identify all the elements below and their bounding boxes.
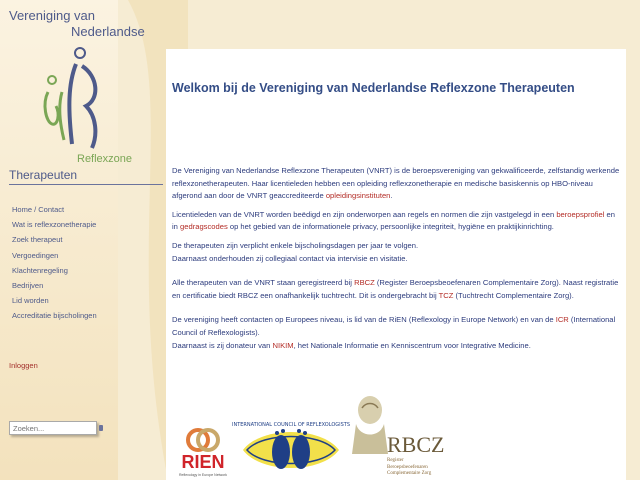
paragraph-licentieleden-text-a: Licentieleden van de VNRT worden beëdigd en zijn onderworpen aan regels en normen die zijn vastgelegd in een (172, 209, 557, 219)
main-content (166, 49, 626, 480)
link-opleidingsinstituten[interactable]: opleidingsinstituten (325, 191, 391, 201)
paragraph-rbcz (172, 277, 622, 302)
rbcz-bust-icon (350, 394, 390, 456)
paragraph-europa-text-b: (International Council of Reflexologists). (172, 315, 616, 337)
icr-feet-logo[interactable] (231, 416, 351, 480)
paragraph-rbcz-text-a: Alle therapeuten van de VNRT staan geregistreerd bij (172, 278, 355, 288)
nav-item-bedrijven[interactable]: Bedrijven (12, 280, 44, 290)
rbcz-sub-line3: Complementaire Zorg (387, 471, 432, 476)
nav-item-klachtenregeling[interactable]: Klachtenregeling (12, 265, 68, 275)
paragraph-rbcz-text-c: (Tuchtrecht Complementaire Zorg). (453, 290, 574, 300)
brand-divider (9, 184, 163, 185)
paragraph-europa-text-d: , het Nationale Informatie en Kenniscentrum voor Integrative Medicine. (293, 340, 531, 350)
paragraph-bijscholing (172, 240, 622, 265)
paragraph-licentieleden-text-c: op het gebied van de informationele privacy, persoonlijke integriteit, hygiëne en praktijkinrichting. (227, 222, 554, 232)
brand-therapeuten: Therapeuten (9, 168, 78, 182)
page-title: Welkom bij de Vereniging van Nederlandse Reflexzone Therapeuten (172, 81, 575, 95)
paragraph-intro (172, 165, 622, 203)
paragraph-europa (172, 314, 622, 352)
link-tcz[interactable]: TCZ (438, 290, 454, 300)
intro-text (172, 165, 622, 358)
login-link[interactable]: Inloggen (9, 361, 38, 370)
rien-logo-subtitle: Reflexology in Europe Network (178, 473, 228, 477)
nav-item-wat-is[interactable]: Wat is reflexzonetherapie (12, 220, 97, 230)
sidebar-nav (12, 203, 97, 325)
rien-logo-text: RIEN (181, 452, 225, 472)
rbcz-logo-subtitle (387, 458, 431, 478)
nav-item-lid-worden[interactable]: Lid worden (12, 296, 49, 306)
rbcz-logo-text: RBCZ (387, 432, 445, 457)
paragraph-licentieleden-text-b: en in (172, 209, 615, 232)
brand-line1: Vereniging van (9, 8, 96, 23)
nav-item-accreditatie[interactable]: Accreditatie bijscholingen (12, 311, 97, 321)
paragraph-licentieleden (172, 209, 622, 234)
brand-reflexzone: Reflexzone (77, 153, 133, 165)
reflexology-figure-logo (38, 44, 110, 154)
search-input[interactable] (9, 421, 97, 435)
link-beroepsprofiel[interactable]: beroepsprofiel (556, 209, 605, 219)
rbcz-sub-line1: Register (387, 458, 404, 463)
nav-item-vergoedingen[interactable]: Vergoedingen (12, 250, 59, 260)
paragraph-bijscholing-line1: De therapeuten zijn verplicht enkele bijscholingsdagen per jaar te volgen. (172, 240, 419, 250)
icr-logo-text: INTERNATIONAL COUNCIL OF REFLEXOLOGISTS (231, 422, 351, 428)
brand-title (9, 8, 145, 40)
nav-item-home-contact[interactable]: Home / Contact (12, 205, 65, 214)
rbcz-sub-line2: Beroepsbeoefenaren (387, 464, 428, 470)
link-nikim[interactable]: NIKIM (272, 340, 294, 350)
rien-logo[interactable] (172, 426, 234, 476)
paragraph-intro-end: . (390, 191, 393, 201)
paragraph-intro-text: De Vereniging van Nederlandse Reflexzone Therapeuten (VNRT) is de beroepsvereniging van gekwalificeerde, zelfstandig werkende reflexzonetherapeuten. Haar licentieleden hebben een opleiding reflexzonetherapie en medische basiskennis op HBO-niveau afgerond aan door de VNRT geaccrediteerde (172, 166, 620, 201)
link-rbcz[interactable]: RBCZ (354, 278, 375, 288)
partner-logos (166, 394, 626, 480)
paragraph-rbcz-text-b: (Register Beroepsbeoefenaren Complementaire Zorg). Naast registratie en certificatie biedt RBCZ een onafhankelijk tuchtrecht. Dit is ondergebracht bij (172, 278, 619, 300)
rbcz-logo[interactable] (350, 394, 460, 480)
paragraph-bijscholing-line2: Daarnaast onderhouden zij collegiaal contact via intervisie en visitatie. (172, 253, 408, 263)
link-gedragscodes[interactable]: gedragscodes (180, 222, 228, 232)
nav-item-zoek-therapeut[interactable]: Zoek therapeut (12, 235, 63, 245)
brand-line2: Nederlandse (71, 24, 145, 39)
link-icr[interactable]: ICR (555, 315, 569, 325)
paragraph-europa-text-c: Daarnaast is zij donateur van (172, 340, 273, 350)
search-submit-icon[interactable] (99, 425, 103, 431)
paragraph-europa-text-a: De vereniging heeft contacten op Europees niveau, is lid van de RiEN (Reflexology in Europe Network) en van de (172, 315, 556, 325)
